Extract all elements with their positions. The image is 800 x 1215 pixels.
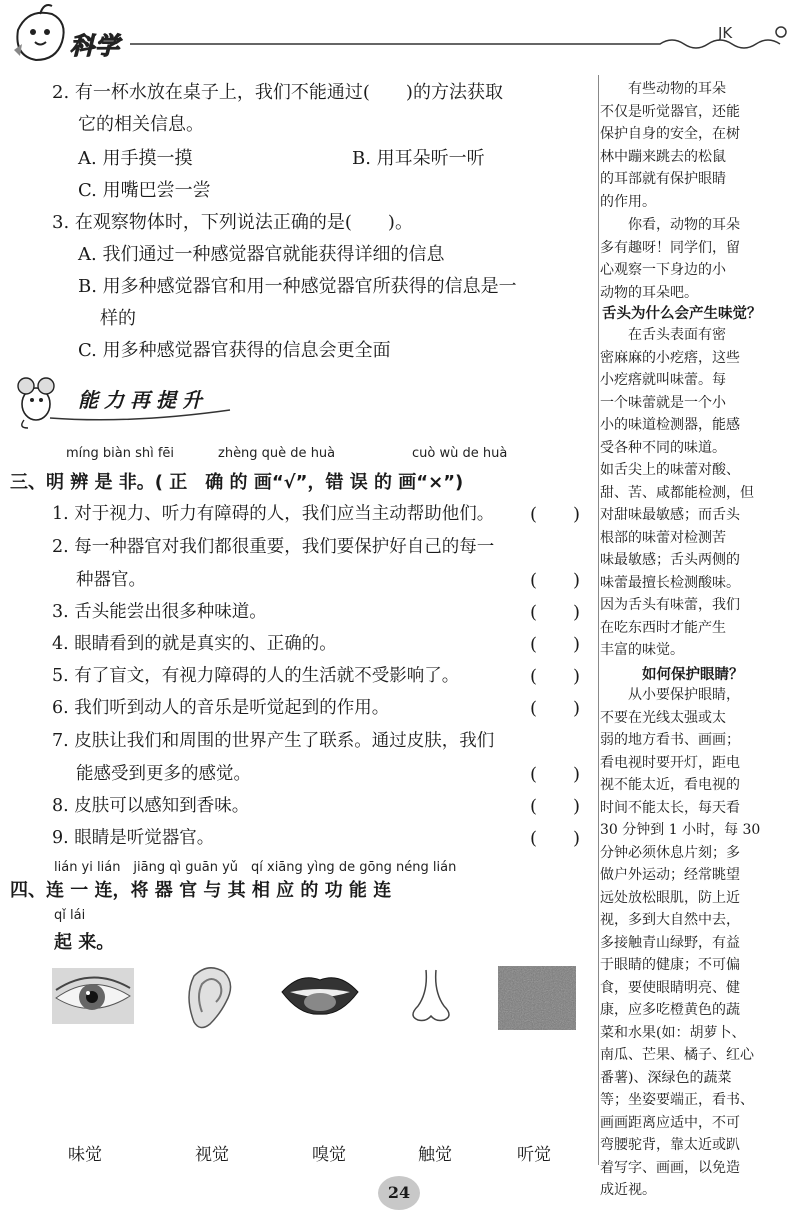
sidebar-line: 动物的耳朵吧。 [600, 284, 698, 301]
sidebar-line: 有些动物的耳朵 [600, 81, 726, 97]
sidebar-line: 弯腰驼背，靠太近或趴 [600, 1137, 740, 1153]
sidebar-paragraph-3 [600, 324, 792, 662]
mouse-icon [18, 378, 54, 428]
sense-label-touch[interactable]: 触觉 [418, 1145, 452, 1165]
s3-item-1: 1. 对于视力、听力有障碍的人，我们应当主动帮助他们。 [52, 504, 495, 524]
s3-item-2: 2. 每一种器官对我们都很重要，我们要保护好自己的每一 [52, 537, 495, 557]
sidebar-line: 一个味蕾就是一个小 [600, 394, 726, 411]
q2-option-c[interactable]: C. 用嘴巴尝一尝 [78, 180, 211, 201]
edition-label: JK [718, 24, 733, 42]
section3-pinyin-2: zhèng què de huà [218, 446, 336, 461]
q2-text: 2. 有一杯水放在桌子上，我们不能通过( )的方法获取 [52, 82, 503, 103]
sidebar-line: 等；坐姿要端正，看书、 [600, 1092, 754, 1108]
s3-answer-7[interactable]: ( ) [530, 764, 581, 785]
sidebar-line: 的作用。 [600, 193, 656, 210]
s3-answer-6[interactable]: ( ) [530, 698, 581, 719]
sidebar-line: 你看，动物的耳朵 [600, 217, 740, 233]
sidebar-line: 时间不能太长，每天看 [600, 799, 740, 816]
sidebar-line: 在吃东西时才能产生 [600, 619, 726, 636]
sidebar-line: 不要在光线太强或太 [600, 709, 726, 726]
sidebar-paragraph-4 [600, 684, 792, 1202]
sense-label-smell[interactable]: 嗅觉 [312, 1145, 346, 1165]
q3-option-b[interactable]: B. 用多种感觉器官和用一种感觉器官所获得的信息是一 [78, 276, 517, 297]
sidebar-line: 成近视。 [600, 1182, 656, 1198]
eye-image[interactable] [52, 968, 134, 1024]
sidebar-line: 做户外运动；经常眺望 [600, 867, 740, 883]
header-decoration [0, 0, 800, 70]
sidebar-line: 菜和水果(如：胡萝卜、 [600, 1024, 746, 1041]
q3-option-a[interactable]: A. 我们通过一种感觉器官就能获得详细的信息 [78, 244, 445, 265]
sidebar-line: 甜、苦、咸都能检测，但 [600, 484, 754, 501]
sidebar-line: 小的味道检测器，能感 [600, 417, 740, 433]
s3-item-4: 4. 眼睛看到的就是真实的、正确的。 [52, 634, 337, 654]
s3-answer-1[interactable]: ( ) [530, 504, 581, 525]
section3-title: 三、明 辨 是 非。( 正 确 的 画“√”，错 误 的 画“×”) [10, 472, 464, 493]
subject-title: 科学 [70, 32, 120, 60]
sidebar-line: 视不能太近，看电视的 [600, 777, 740, 793]
sidebar-line: 食，要使眼睛明亮、健 [600, 979, 740, 996]
q3-text: 3. 在观察物体时，下列说法正确的是( )。 [52, 212, 413, 233]
sense-label-hearing[interactable]: 听觉 [517, 1145, 551, 1165]
sidebar-line: 弱的地方看书、画画； [600, 732, 740, 748]
sidebar-line: 不仅是听觉器官，还能 [600, 103, 740, 120]
q3-option-c[interactable]: C. 用多种感觉器官获得的信息会更全面 [78, 340, 391, 361]
sidebar-line: 远处放松眼肌，防上近 [600, 889, 740, 906]
sidebar-line: 的耳部就有保护眼睛 [600, 171, 726, 187]
sidebar-line: 密麻麻的小疙瘩，这些 [600, 349, 740, 366]
sidebar-line: 着写字、画画，以免造 [600, 1159, 740, 1176]
s3-answer-3[interactable]: ( ) [530, 602, 581, 623]
s3-item-5: 5. 有了盲文，有视力障碍的人的生活就不受影响了。 [52, 666, 460, 686]
sidebar-line: 番薯)、深绿色的蔬菜 [600, 1069, 732, 1086]
s3-item-6: 6. 我们听到动人的音乐是听觉起到的作用。 [52, 698, 390, 718]
lightbulb-icon [776, 27, 786, 37]
s3-item-8: 8. 皮肤可以感知到香味。 [52, 796, 250, 816]
s3-item-3: 3. 舌头能尝出很多种味道。 [52, 602, 267, 622]
q3-option-b-cont: 样的 [100, 308, 136, 329]
s3-answer-5[interactable]: ( ) [530, 666, 581, 687]
section3-pinyin-3: cuò wù de huà [412, 446, 508, 461]
sidebar-line: 南瓜、芒果、橘子、红心 [600, 1047, 754, 1063]
sidebar-line: 多有趣呀！同学们，留 [600, 239, 740, 256]
s3-item-7-cont: 能感受到更多的感觉。 [76, 764, 251, 784]
section4-title-2: 起 来。 [54, 932, 115, 953]
sense-label-sight[interactable]: 视觉 [195, 1145, 229, 1165]
sidebar-line: 如舌尖上的味蕾对酸、 [600, 462, 740, 478]
sense-label-taste[interactable]: 味觉 [68, 1145, 102, 1165]
nose-image[interactable] [404, 966, 458, 1026]
sidebar-heading-taste: 舌头为什么会产生味觉？ [602, 306, 762, 322]
sidebar-line: 对甜味最敏感；而舌头 [600, 507, 740, 523]
sidebar-line: 因为舌头有味蕾，我们 [600, 597, 740, 613]
sidebar-line: 30 分钟到 1 小时，每 30 [600, 822, 761, 838]
s3-answer-2[interactable]: ( ) [530, 570, 581, 591]
sidebar-heading-eyes: 如何保护眼睛？ [642, 667, 744, 683]
s3-answer-4[interactable]: ( ) [530, 634, 581, 655]
sidebar-line: 保护自身的安全，在树 [600, 126, 740, 142]
sidebar-divider [598, 75, 599, 1165]
sidebar-paragraph-1 [600, 78, 792, 213]
s3-item-7: 7. 皮肤让我们和周围的世界产生了联系。通过皮肤，我们 [52, 731, 495, 751]
sidebar-line: 看电视时要开灯，距电 [600, 754, 740, 771]
sidebar-line: 康，应多吃橙黄色的蔬 [600, 1002, 740, 1018]
sidebar-line: 小疙瘩就叫味蕾。每 [600, 372, 726, 388]
sidebar-line: 味蕾最擅长检测酸味。 [600, 574, 740, 591]
section4-title: 四、连 一 连，将 器 官 与 其 相 应 的 功 能 连 [10, 880, 392, 901]
mascot-icon [14, 5, 64, 60]
banner-title: 能力再提升 [78, 388, 208, 412]
section4-pinyin-1: lián yi lián jiāng qì guān yǔ qí xiāng yìng de gōng néng lián [54, 860, 457, 875]
sidebar-line: 分钟必须休息片刻；多 [600, 844, 740, 861]
q2-option-a[interactable]: A. 用手摸一摸 [78, 148, 193, 169]
page-header [0, 0, 800, 70]
sidebar-line: 味最敏感；舌头两侧的 [600, 552, 740, 568]
sidebar-line: 丰富的味觉。 [600, 642, 684, 658]
sidebar-line: 在舌头表面有密 [600, 327, 726, 343]
s3-item-2-cont: 种器官。 [76, 570, 146, 590]
section3-pinyin-1: míng biàn shì fēi [66, 446, 175, 461]
sidebar-line: 多接触青山绿野，有益 [600, 934, 740, 951]
page-number: 24 [378, 1176, 420, 1210]
mouth-image[interactable] [280, 968, 360, 1020]
sidebar-line: 画画距离应适中，不可 [600, 1114, 740, 1131]
q2-continuation: 它的相关信息。 [78, 114, 204, 135]
section4-pinyin-2: qǐ lái [54, 908, 86, 923]
s3-answer-9[interactable]: ( ) [530, 828, 581, 849]
sidebar-line: 从小要保护眼睛， [600, 687, 740, 703]
skin-image[interactable] [498, 966, 576, 1030]
sidebar-paragraph-2 [600, 214, 792, 304]
sidebar-line: 林中蹦来跳去的松鼠 [600, 148, 726, 165]
s3-item-9: 9. 眼睛是听觉器官。 [52, 828, 215, 848]
q2-option-b[interactable]: B. 用耳朵听一听 [352, 148, 485, 169]
sidebar-line: 视，多到大自然中去， [600, 912, 740, 928]
s3-answer-8[interactable]: ( ) [530, 796, 581, 817]
sidebar-line: 根部的味蕾对检测苦 [600, 529, 726, 546]
sidebar-line: 受各种不同的味道。 [600, 439, 726, 456]
sidebar-line: 于眼睛的健康；不可偏 [600, 957, 740, 973]
ear-image[interactable] [180, 962, 238, 1032]
sidebar-line: 心观察一下身边的小 [600, 262, 726, 278]
